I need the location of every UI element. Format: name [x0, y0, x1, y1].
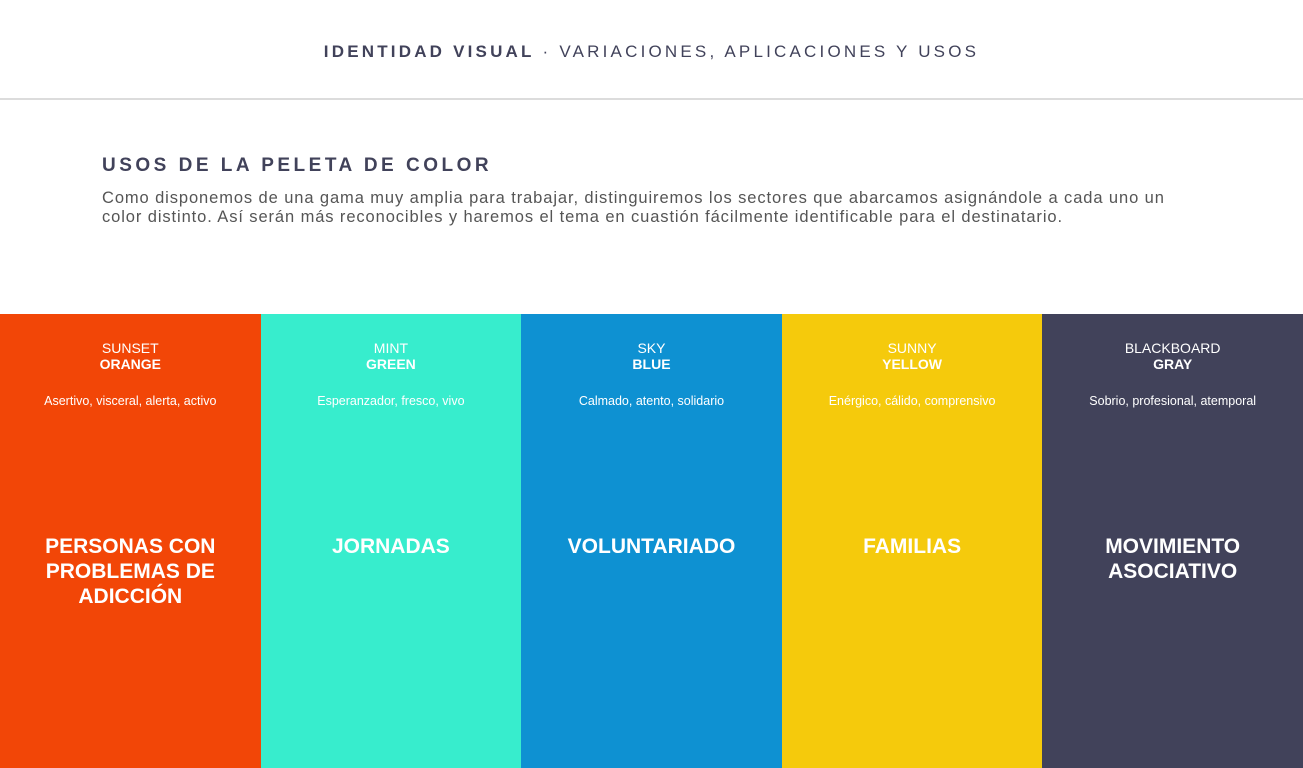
color-name-bold: GRAY — [1153, 356, 1193, 372]
section-heading: USOS DE LA PELETA DE COLOR — [102, 155, 493, 176]
header-title-bold: IDENTIDAD VISUAL — [323, 42, 535, 61]
section-paragraph: Como disponemos de una gama muy amplia para trabajar, distinguiremos los sectores que abarcamos asignándole a cada uno un color distinto. Así serán más reconocibles y haremos el tema en cuastión fácilmente identificable para el destinatario. — [102, 189, 1165, 226]
color-columns — [0, 314, 1303, 768]
header-title — [0, 42, 1303, 62]
color-description: Enérgico, cálido, comprensivo — [828, 394, 996, 408]
color-name-bold: GREEN — [365, 356, 416, 372]
color-name-bold: BLUE — [632, 356, 671, 372]
color-sector: FAMILIAS — [863, 535, 962, 558]
header-separator: · — [534, 42, 560, 61]
palette-usage-section — [102, 155, 1192, 227]
color-column-orange — [0, 314, 261, 768]
page-header — [0, 0, 1303, 100]
color-description: Asertivo, visceral, alerta, activo — [44, 394, 217, 408]
color-column-gray — [1042, 314, 1303, 768]
color-description: Sobrio, profesional, atemporal — [1089, 394, 1257, 408]
color-name-bold: YELLOW — [882, 356, 943, 372]
color-sector: JORNADAS — [331, 535, 450, 558]
color-sector: PERSONAS CON PROBLEMAS DE ADICCIÓN — [45, 535, 216, 608]
color-description: Calmado, atento, solidario — [578, 394, 725, 408]
color-name-bold: ORANGE — [99, 356, 162, 372]
color-name: SKY — [637, 340, 666, 356]
header-title-rest: VARIACIONES, APLICACIONES Y USOS — [559, 42, 980, 61]
color-column-blue — [521, 314, 782, 768]
color-column-yellow — [782, 314, 1043, 768]
color-description: Esperanzador, fresco, vivo — [317, 394, 465, 408]
color-name: SUNNY — [887, 340, 937, 356]
color-sector: VOLUNTARIADO — [567, 535, 736, 558]
color-name: MINT — [373, 340, 408, 356]
color-name: SUNSET — [101, 340, 159, 356]
color-name: BLACKBOARD — [1124, 340, 1221, 356]
color-sector: MOVIMIENTO ASOCIATIVO — [1105, 535, 1241, 583]
color-column-green — [261, 314, 522, 768]
